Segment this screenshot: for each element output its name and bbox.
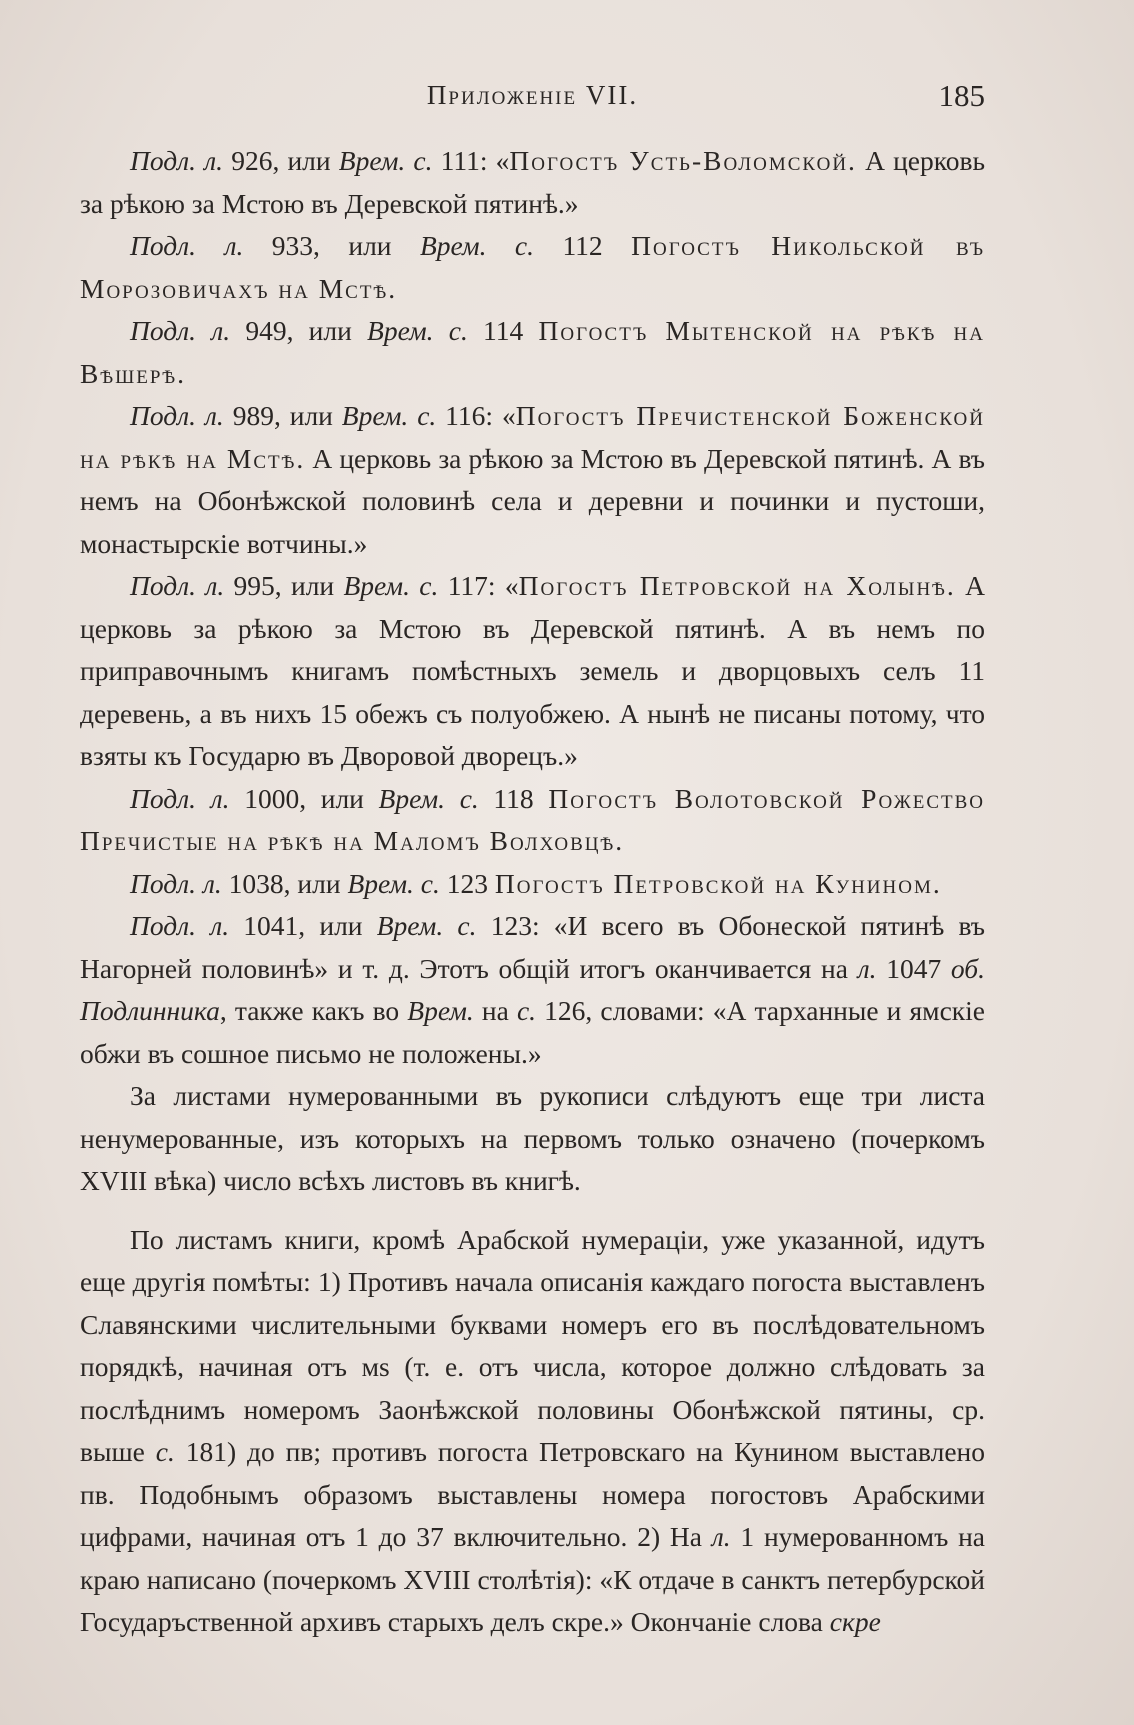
text-run: 111: « (432, 145, 510, 176)
paragraph (80, 1219, 985, 1644)
text-run: 114 (467, 315, 539, 346)
text-run: 949, или (230, 315, 368, 346)
reference: Врем. (407, 995, 474, 1026)
text-run: 989, или (223, 400, 342, 431)
reference: с. (516, 995, 537, 1026)
text-run: 112 (534, 230, 632, 261)
page-header (80, 80, 985, 120)
reference: Подл. л. (130, 400, 224, 431)
paragraph (80, 778, 985, 863)
paragraph (80, 140, 985, 225)
paragraph (80, 1075, 985, 1203)
text-run: За листами нумерованными въ рукописи слѣдуютъ еще три листа ненумерованные, изъ которыхъ на первомъ только означено (почеркомъ XVIII вѣка) число всѣхъ листовъ въ книгѣ. (80, 1080, 985, 1196)
page-number: 185 (938, 78, 985, 113)
reference: Подл. л. (130, 145, 224, 176)
reference: об. Подлинника (80, 952, 986, 1026)
paragraph (80, 905, 985, 1075)
paragraph (80, 225, 985, 310)
text-run: 1 нумерованномъ на краю написано (почеркомъ XVIII столѣтія): «К отдаче в санктъ петербурской Государъственной архивъ старыхъ делъ скре.» Окончаніе слова (80, 1521, 985, 1637)
text-run: 118 (478, 782, 549, 814)
text-run: 117: « (438, 570, 519, 601)
paragraph (80, 395, 985, 565)
place-name: Погостъ Волотовской Рожество Пречистые на рѣкѣ на Маломъ Волховцѣ. (80, 782, 986, 856)
reference: Подл. л. (130, 910, 230, 941)
paragraph (80, 863, 985, 906)
text-run: , также какъ во (219, 995, 408, 1026)
text-run: А церковь за рѣкою за Мстою въ Деревской пятинѣ. А въ немъ на Обонѣжской половинѣ села и деревни и починки и пустоши, монастырскіе вотчины.» (80, 442, 985, 559)
reference: Врем. с. (376, 910, 477, 941)
text-run: на (473, 995, 517, 1026)
paragraph (80, 565, 985, 778)
reference: Подл. л. (130, 230, 244, 261)
text-run: А церковь за рѣкою за Мстою въ Деревской пятинѣ.» (80, 145, 986, 219)
body-text (80, 140, 985, 1644)
text-run: 181) до пв; противъ погоста Петровскаго на Кунином выставлено пв. Подобнымъ образомъ выставлены номера погостовъ Арабскими цифрами, начиная отъ 1 до 37 включительно. 2) На (80, 1436, 986, 1552)
text-run: 123: «И всего въ Обонеской пятинѣ въ Нагорней половинѣ» и т. д. Этотъ общій итогъ оканчивается на (80, 910, 985, 984)
reference: Врем. с. (341, 400, 437, 431)
text-run: 933, или (243, 230, 420, 261)
reference: Врем. с. (343, 570, 439, 601)
text-run: 123 (439, 867, 495, 899)
text-run: 926, или (223, 145, 339, 176)
text-run: 116: « (436, 400, 516, 431)
reference: Врем. с. (367, 315, 468, 346)
text-run: 1041, или (229, 910, 377, 941)
reference: Врем. с. (347, 867, 440, 899)
text-run: А церковь за рѣкою за Мстою въ Деревской пятинѣ. А въ немъ по приправочнымъ книгамъ помѣстныхъ земель и дворцовыхъ селъ 11 деревень, а въ нихъ 15 обежъ съ полуобжею. А нынѣ не писаны потому, что взяты къ Государю въ Дворовой дворецъ.» (80, 570, 985, 771)
reference: Врем. с. (419, 230, 534, 261)
place-name: Погостъ Никольской въ Морозовичахъ на Мстѣ. (80, 230, 986, 304)
reference: скре (829, 1606, 881, 1637)
reference: Врем. с. (378, 782, 479, 814)
reference: л. (711, 1521, 731, 1552)
reference: с. (155, 1436, 175, 1467)
reference: Подл. л. (130, 570, 225, 601)
paragraph (80, 310, 985, 395)
text-run: 126, словами: «А тарханные и ямскіе обжи въ сошное письмо не положены.» (80, 995, 985, 1069)
place-name: Погостъ Усть-Воломской. (509, 145, 857, 176)
reference: Подл. л. (130, 782, 230, 814)
reference: Подл. л. (130, 867, 222, 899)
text-run: 1000, или (229, 782, 379, 814)
text-run: 1047 (876, 952, 951, 984)
reference: Подл. л. (130, 315, 231, 346)
place-name: Погостъ Петровской на Кунином. (494, 867, 942, 899)
place-name: Погостъ Петровской на Холынѣ. (518, 570, 956, 601)
reference: Врем. с. (338, 145, 433, 176)
text-run: По листамъ книги, кромѣ Арабской нумераціи, уже указанной, идутъ еще другія помѣты: 1) Противъ начала описанія каждаго погоста выставленъ Славянскими числительными буквами номеръ его въ послѣдовательномъ порядкѣ, начиная отъ мѕ (т. е. отъ числа, которое должно слѣдовать за послѣднимъ номеромъ Заонѣжской половины Обонѣжской пятины, ср. выше (80, 1223, 985, 1467)
place-name: Погостъ Пречистенской Боженской на рѣкѣ на Мстѣ. (80, 400, 985, 474)
running-title: Приложеніе VII. (426, 80, 639, 110)
text-run: 995, или (224, 570, 344, 601)
reference: л. (857, 952, 877, 984)
place-name: Погостъ Мытенской на рѣкѣ на Вѣшерѣ. (80, 315, 986, 389)
text-run: 1038, или (221, 867, 348, 899)
